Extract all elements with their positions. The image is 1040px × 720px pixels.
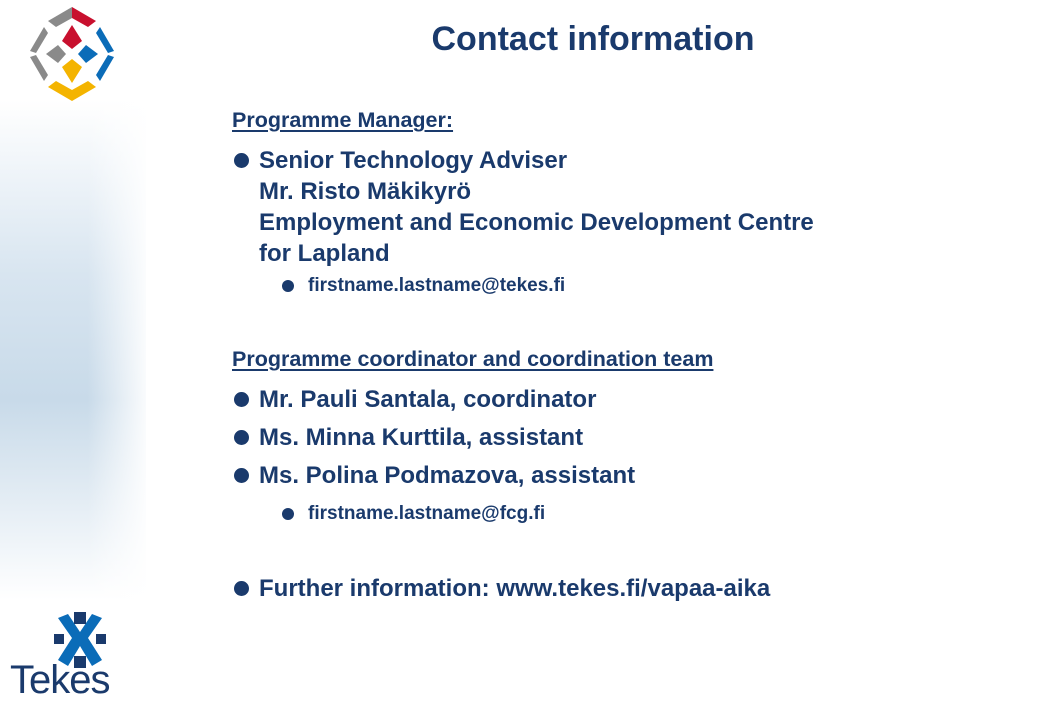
manager-contact-item (232, 145, 814, 269)
further-info-text[interactable]: Further information: www.tekes.fi/vapaa-aika (259, 575, 771, 602)
manager-region-line: for Lapland (259, 240, 390, 267)
manager-title-line: Senior Technology Adviser (259, 147, 568, 174)
bullet-icon (234, 392, 249, 407)
bullet-icon (234, 581, 249, 596)
coordination-heading: Programme coordinator and coordination team (232, 347, 714, 371)
coordinator-item (232, 384, 596, 415)
assistant-text: Ms. Polina Podmazova, assistant (259, 462, 636, 489)
assistant-item (232, 460, 635, 491)
coordination-email[interactable]: firstname.lastname@fcg.fi (308, 503, 546, 524)
bullet-icon (234, 153, 249, 168)
bullet-icon (282, 508, 294, 520)
manager-email-item (282, 274, 565, 298)
manager-name-line: Mr. Risto Mäkikyrö (259, 178, 472, 205)
coordinator-text: Mr. Pauli Santala, coordinator (259, 386, 597, 413)
manager-org-line: Employment and Economic Development Centre (259, 209, 814, 236)
page-title: Contact information (431, 20, 755, 58)
coordination-email-item (282, 502, 545, 526)
assistant-text: Ms. Minna Kurttila, assistant (259, 424, 584, 451)
programme-manager-heading: Programme Manager: (232, 108, 454, 132)
manager-email[interactable]: firstname.lastname@tekes.fi (308, 275, 566, 296)
further-info-item (232, 573, 770, 604)
tekes-wordmark: Tekes (10, 658, 110, 702)
side-gradient-band (0, 100, 146, 600)
bullet-icon (234, 430, 249, 445)
tekes-logo (10, 612, 140, 702)
bullet-icon (282, 280, 294, 292)
assistant-item (232, 422, 583, 453)
bullet-icon (234, 468, 249, 483)
